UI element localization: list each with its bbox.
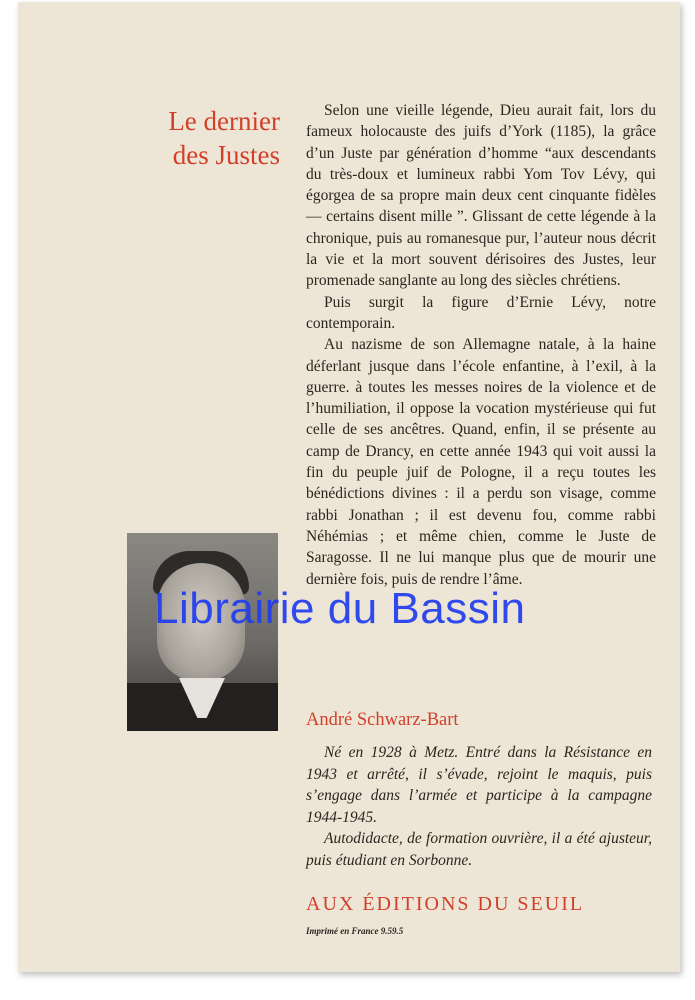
blurb-paragraph: Au nazisme de son Allemagne natale, à la haine déferlant jusque dans l’école enfantine, à l’exil, à la guerre. à toutes les messes noires de la violence et de l’humiliation, il oppose la vocation mystérieuse qui fut celle de ses ancêtres. Quand, enfin, il se présente au camp de Drancy, en cette année 1943 qui voit aussi la fin du peuple juif de Pologne, il a reçu toutes les bénédictions divines : il a perdu son visage, comme rabbi Jonathan ; il est devenu fou, comme rabbi Néhémias ; et même chien, comme le Juste de Saragosse. Il ne lui manque plus que de mourir une dernière fois, puis de rendre l’âme.: [306, 336, 656, 588]
printed-notice: Imprimé en France 9.59.5: [306, 926, 404, 936]
blurb-paragraph: Selon une vieille légende, Dieu aurait fait, lors du fameux holocauste des juifs d’York (1185), la grâce d’un Juste par génération d’homme “aux descendants du très-doux et lumineux rabbi Yom Tov Lévy, qui égorgea de sa propre main deux cent cinquante fidèles — certains disent mille ”. Glissant de cette légende à la chronique, puis au romanesque pur, l’auteur nous décrit la vie et la mort souvent dérisoires des Justes, leur promenade sanglante au long des siècles chrétiens.: [306, 102, 656, 290]
blurb-text: [306, 100, 656, 590]
bio-paragraph: Né en 1928 à Metz. Entré dans la Résistance en 1943 et arrêté, il s’évade, rejoint le maquis, puis s’engage dans l’armée et participe à la campagne 1944-1945.: [306, 744, 652, 826]
author-name: André Schwarz-Bart: [306, 710, 459, 730]
title-line-1: Le dernier: [168, 106, 280, 136]
watermark-text: Librairie du Bassin: [154, 584, 526, 633]
bio-paragraph: Autodidacte, de formation ouvrière, il a été ajusteur, puis étudiant en Sorbonne.: [306, 830, 652, 869]
publisher-name: AUX ÉDITIONS DU SEUIL: [306, 893, 585, 915]
blurb-paragraph: Puis surgit la figure d’Ernie Lévy, notre contemporain.: [306, 293, 656, 332]
author-bio: [306, 742, 652, 871]
title-line-2: des Justes: [172, 140, 280, 170]
book-title: [138, 104, 280, 172]
